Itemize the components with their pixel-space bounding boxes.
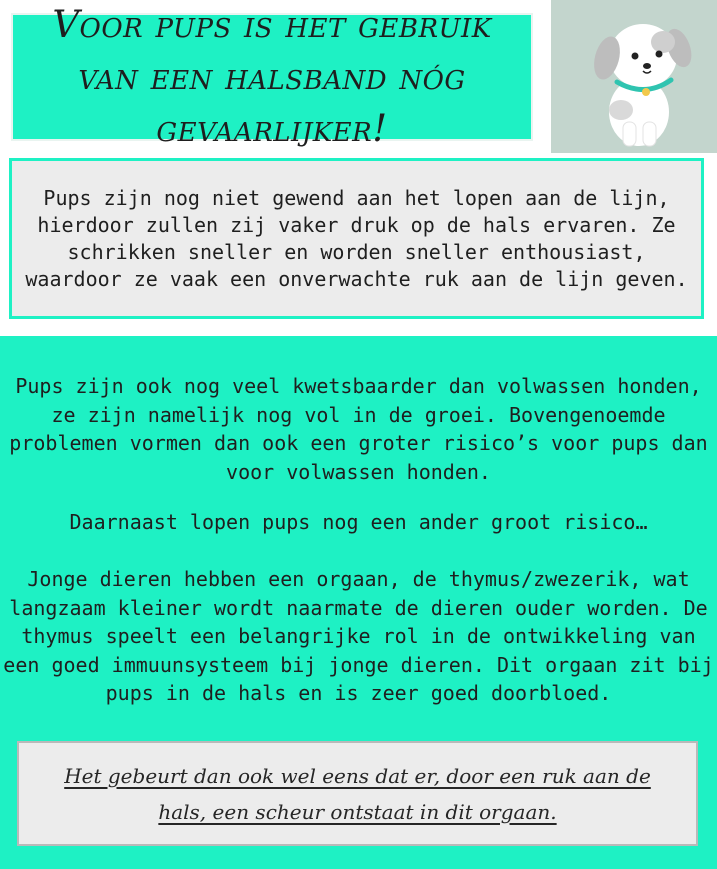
body-paragraph-2: Daarnaast lopen pups nog een ander groot risico… [69,510,648,534]
body-paragraph-3: Jonge dieren hebben een orgaan, de thymus/zwezerik, wat langzaam kleiner wordt naarmate de dieren ouder worden. De thymus speelt een belangrijke rol in de ontwikkeling van een goed immuunsysteem bij jonge dieren. Dit orgaan zit bij pups in de hals en is zeer goed doorbloed. [3,567,714,705]
conclusion-text: Het gebeurt dan ook wel eens dat er, door een ruk aan de hals, een scheur ontstaat in dit orgaan. [64,763,651,824]
intro-text: Pups zijn nog niet gewend aan het lopen aan de lijn, hierdoor zullen zij vaker druk op de hals ervaren. Ze schrikken sneller en worden sneller enthousiast, waardoor ze vaak een onverwachte ruk aan de lijn geven. [25,185,688,291]
puppy-illustration [551,0,717,153]
puppy-icon [551,0,717,153]
page-title: Voor pups is het gebruik van een halsband nóg gevaarlijker! [52,3,492,150]
conclusion-panel [17,741,698,846]
title-banner [11,3,533,150]
intro-panel [9,158,704,319]
body-paragraph-1: Pups zijn ook nog veel kwetsbaarder dan volwassen honden, ze zijn namelijk nog vol in de groei. Bovengenoemde problemen vormen dan ook een groter risico’s voor pups dan voor volwassen honden. [9,374,708,484]
